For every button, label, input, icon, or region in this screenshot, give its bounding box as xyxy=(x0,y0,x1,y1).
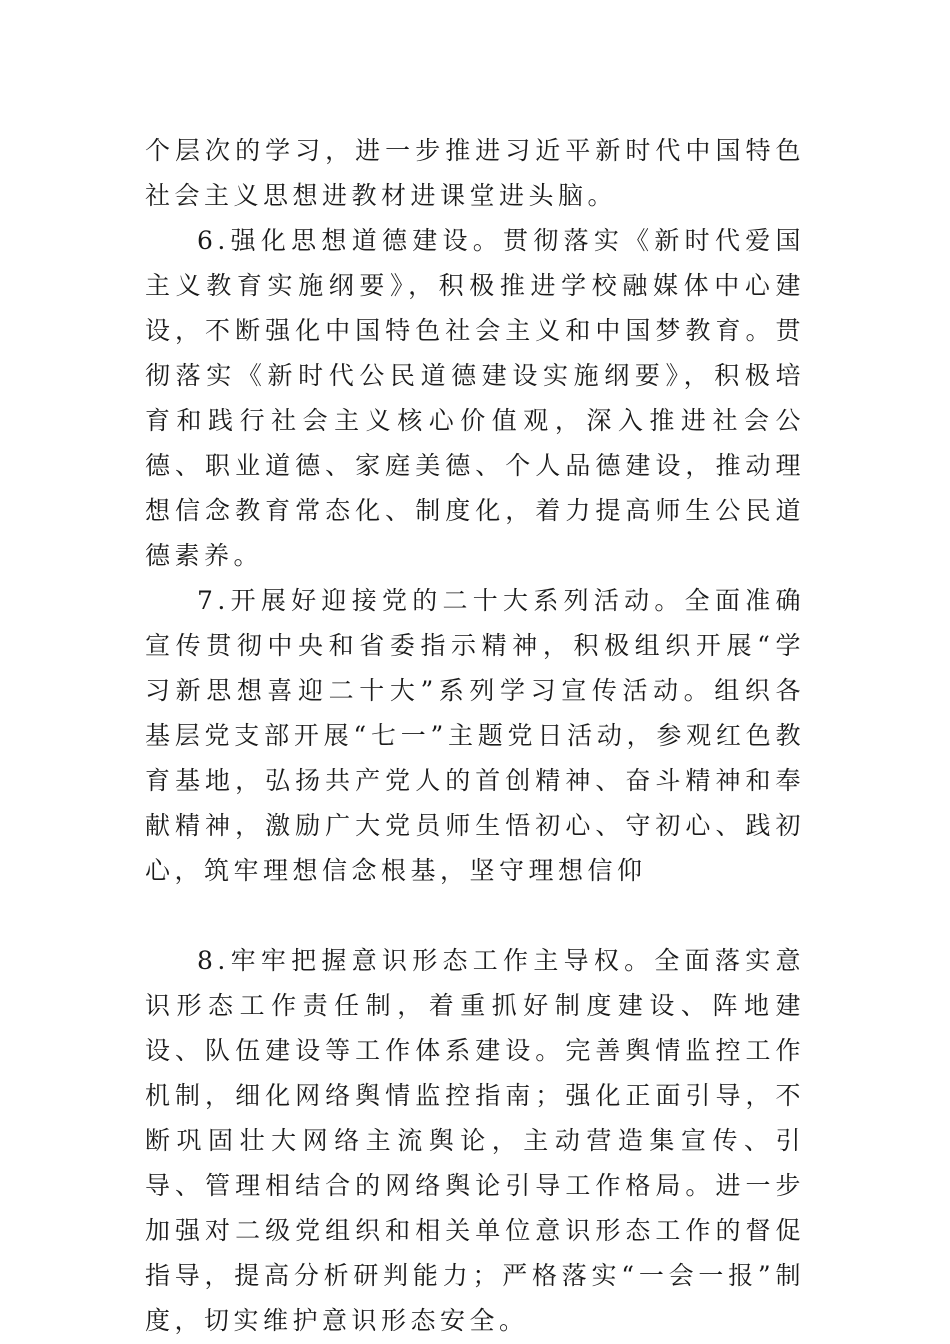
paragraph-spacer xyxy=(145,893,805,938)
paragraph-item-8: 8.牢牢把握意识形态工作主导权。全面落实意识形态工作责任制，着重抓好制度建设、阵地建设、队伍建设等工作体系建设。完善舆情监控工作机制，细化网络舆情监控指南；强化正面引导，不断巩固壮大网络主流舆论，主动营造集宣传、引导、管理相结合的网络舆论引导工作格局。进一步加强对二级党组织和相关单位意识形态工作的督促指导，提高分析研判能力；严格落实“一会一报”制度，切实维护意识形态安全。 xyxy=(145,946,805,1335)
paragraph-item-7: 7.开展好迎接党的二十大系列活动。全面准确宣传贯彻中央和省委指示精神，积极组织开展“学习新思想喜迎二十大”系列学习宣传活动。组织各基层党支部开展“七一”主题党日活动，参观红色教育基地，弘扬共产党人的首创精神、奋斗精神和奉献精神，激励广大党员师生悟初心、守初心、践初心，筑牢理想信念根基，坚守理想信仰 xyxy=(145,586,805,885)
paragraph-item-6: 6.强化思想道德建设。贯彻落实《新时代爱国主义教育实施纲要》，积极推进学校融媒体中心建设，不断强化中国特色社会主义和中国梦教育。贯彻落实《新时代公民道德建设实施纲要》，积极培育和践行社会主义核心价值观，深入推进社会公德、职业道德、家庭美德、个人品德建设，推动理想信念教育常态化、制度化，着力提高师生公民道德素养。 xyxy=(145,226,805,570)
paragraph-continuation: 个层次的学习，进一步推进习近平新时代中国特色社会主义思想进教材进课堂进头脑。 xyxy=(145,136,805,210)
document-body xyxy=(145,128,805,1343)
